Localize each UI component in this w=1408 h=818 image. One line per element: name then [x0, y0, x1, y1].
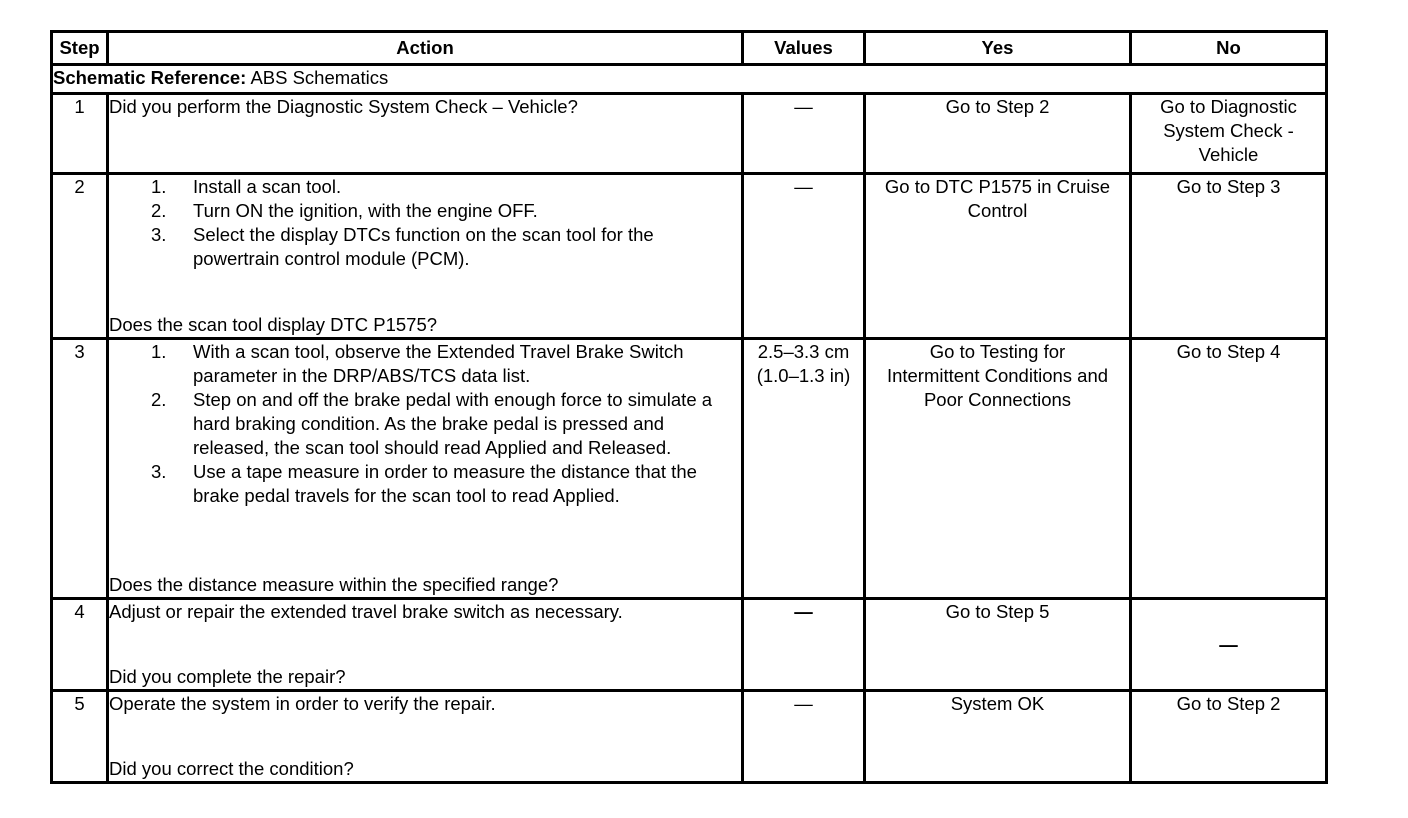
values-cell: [743, 599, 865, 691]
yes-cell: [865, 174, 1131, 339]
no-cell: [1131, 339, 1327, 599]
values-dash: —: [794, 693, 813, 714]
values-cell: [743, 691, 865, 783]
diagnostic-table: [50, 30, 1328, 784]
step-number: 3: [52, 339, 108, 599]
values-dash: —: [794, 601, 813, 622]
header-step: Step: [52, 32, 108, 65]
instruction-list: [109, 340, 741, 508]
no-text-line-1: Go to Diagnostic: [1160, 96, 1297, 117]
header-values: Values: [743, 32, 865, 65]
step-number: 1: [52, 94, 108, 174]
table-row-step-3: [52, 339, 1327, 599]
values-cell: [743, 94, 865, 174]
no-cell: [1131, 94, 1327, 174]
yes-text-line-2: Intermittent Conditions and: [886, 365, 1109, 386]
no-text-line-2: System Check -: [1163, 120, 1294, 141]
action-cell: [108, 339, 743, 599]
values-dash: —: [794, 176, 813, 197]
action-text: Adjust or repair the extended travel brake switch as necessary.: [109, 601, 623, 622]
header-row: [52, 32, 1327, 65]
action-cell: [108, 174, 743, 339]
table-row-step-5: [52, 691, 1327, 783]
question-text: Did you correct the condition?: [109, 758, 354, 779]
schematic-reference-value: ABS Schematics: [250, 67, 389, 88]
values-dash: —: [794, 96, 813, 117]
yes-cell: [865, 339, 1131, 599]
action-cell: [108, 94, 743, 174]
step-number: 4: [52, 599, 108, 691]
step-number: 5: [52, 691, 108, 783]
instruction-item: Select the display DTCs function on the scan tool for the powertrain control module (PCM).: [193, 224, 654, 269]
instruction-item: Step on and off the brake pedal with enough force to simulate a hard braking condition. As the brake pedal is pressed and released, the scan tool should read Applied and Released.: [193, 389, 713, 458]
question-text: Does the distance measure within the specified range?: [109, 574, 559, 595]
values-range-imperial: (1.0–1.3 in): [756, 365, 851, 386]
no-cell: [1131, 599, 1327, 691]
yes-text-line-3: Poor Connections: [923, 389, 1072, 410]
yes-text-line-2: Control: [967, 200, 1028, 221]
no-text: Go to Step 4: [1176, 341, 1281, 362]
yes-text-line-1: Go to DTC P1575 in Cruise: [884, 176, 1111, 197]
table-row-step-1: [52, 94, 1327, 174]
action-cell: [108, 691, 743, 783]
yes-text: System OK: [950, 693, 1045, 714]
no-text-line-3: Vehicle: [1198, 144, 1259, 165]
step-number: 2: [52, 174, 108, 339]
instruction-item: Turn ON the ignition, with the engine OFF.: [193, 200, 538, 221]
yes-cell: [865, 599, 1131, 691]
yes-cell: [865, 94, 1131, 174]
table-row-step-4: [52, 599, 1327, 691]
no-cell: [1131, 174, 1327, 339]
schematic-reference-row: [52, 65, 1327, 94]
no-text: Go to Step 2: [1176, 693, 1281, 714]
action-cell: [108, 599, 743, 691]
no-text: Go to Step 3: [1176, 176, 1281, 197]
instruction-item: Install a scan tool.: [193, 176, 342, 197]
no-cell: [1131, 691, 1327, 783]
values-cell: [743, 339, 865, 599]
action-text: Operate the system in order to verify the repair.: [109, 693, 496, 714]
question-text: Did you complete the repair?: [109, 666, 346, 687]
question-text: Does the scan tool display DTC P1575?: [109, 314, 438, 335]
instruction-list: [109, 175, 741, 271]
schematic-reference-label: Schematic Reference:: [53, 67, 247, 88]
yes-text: Go to Step 5: [945, 601, 1050, 622]
instruction-item: With a scan tool, observe the Extended Travel Brake Switch parameter in the DRP/ABS/TCS data list.: [193, 341, 684, 386]
yes-text: Go to Step 2: [945, 96, 1050, 117]
yes-text-line-1: Go to Testing for: [929, 341, 1066, 362]
table-row-step-2: [52, 174, 1327, 339]
yes-cell: [865, 691, 1131, 783]
instruction-item: Use a tape measure in order to measure the distance that the brake pedal travels for the scan tool to read Applied.: [193, 461, 697, 506]
header-no: No: [1131, 32, 1327, 65]
values-range-metric: 2.5–3.3 cm: [757, 341, 850, 362]
action-text: Did you perform the Diagnostic System Check – Vehicle?: [109, 96, 578, 117]
header-action: Action: [108, 32, 743, 65]
values-cell: [743, 174, 865, 339]
header-yes: Yes: [865, 32, 1131, 65]
schematic-reference-cell: [52, 65, 1327, 94]
no-dash: —: [1219, 633, 1238, 655]
